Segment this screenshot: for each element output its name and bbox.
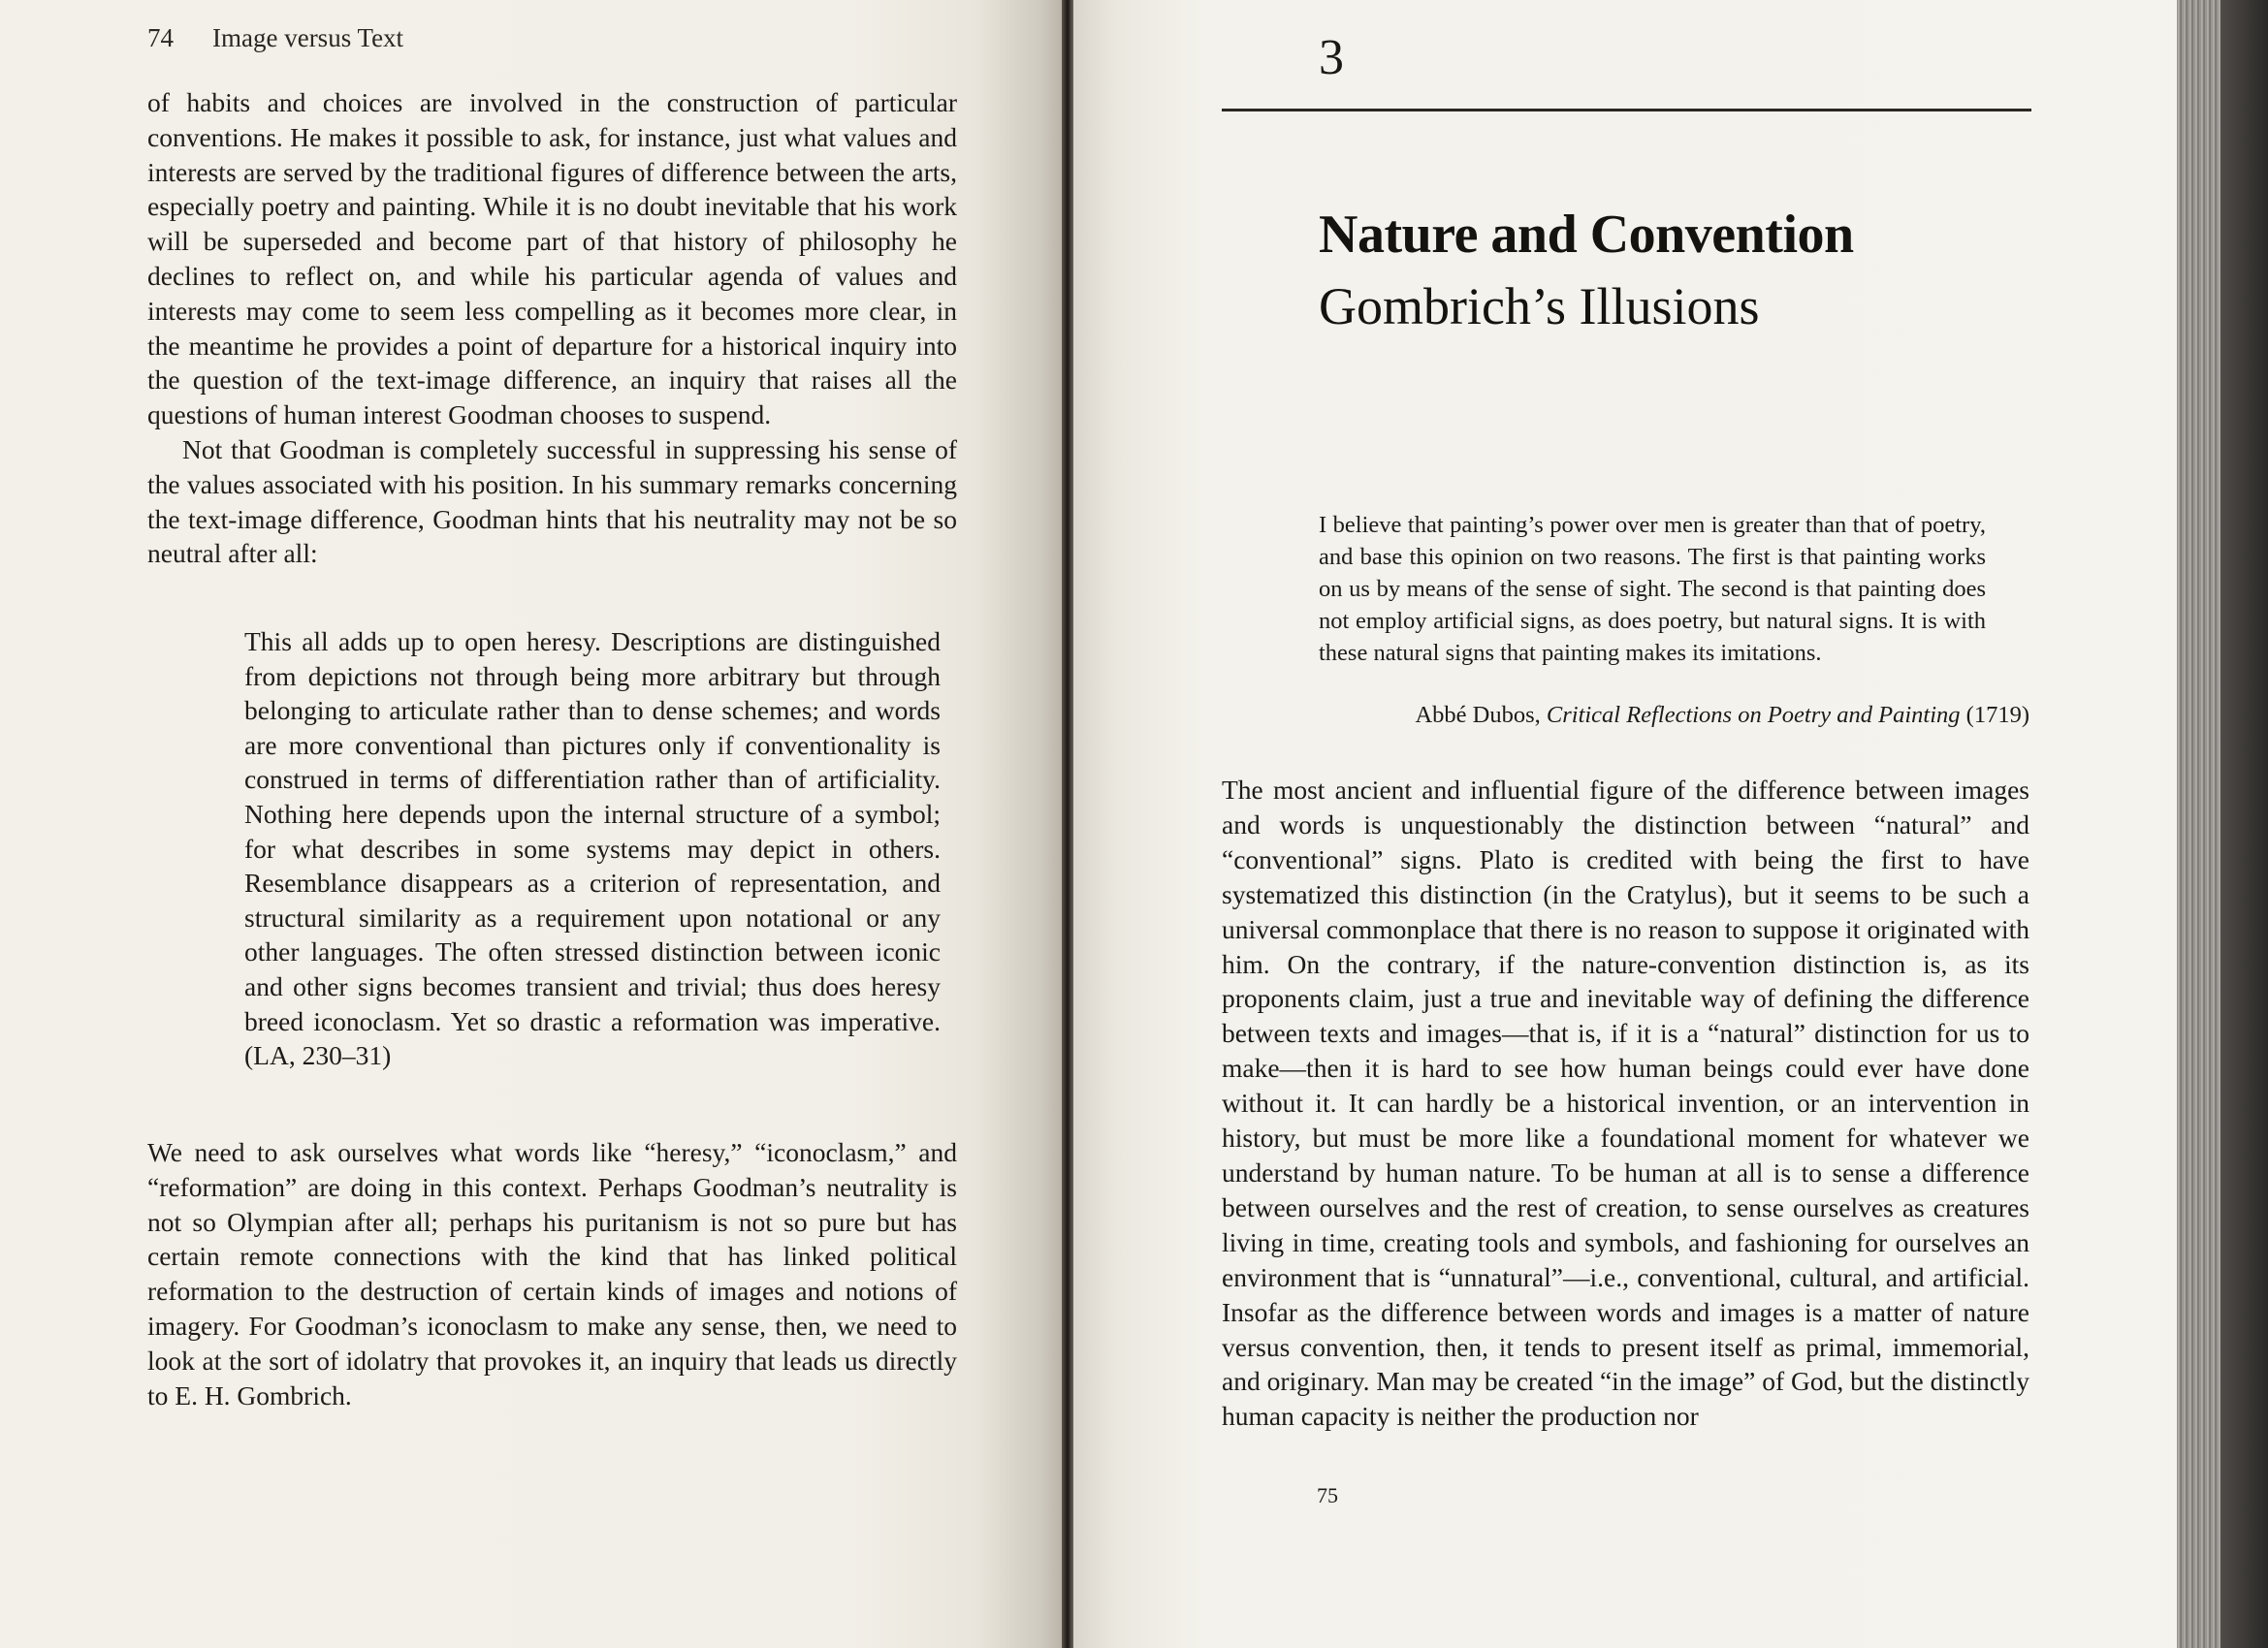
epigraph-attribution bbox=[1319, 702, 2029, 729]
running-head bbox=[147, 23, 403, 53]
left-body-bottom bbox=[147, 1135, 957, 1412]
left-paragraph-1: of habits and choices are involved in the construction of particular conventions. He makes it possible to ask, for instance, just what values and interests are served by the traditional figures of difference between the arts, especially poetry and painting. While it is no doubt inevitable that his work will be superseded and become part of that history of philosophy he declines to reflect on, and while his particular agenda of values and interests may come to seem less compelling as it becomes more clear, in the meantime he provides a point of departure for a historical inquiry into the question of the text-image difference, an inquiry that raises all the questions of human interest Goodman chooses to suspend. bbox=[147, 87, 957, 430]
block-quote: This all adds up to open heresy. Descriptions are distinguished from depictions not through being more arbitrary but through belonging to articulate rather than to dense schemes; and words are more conventional than pictures only if conventionality is construed in terms of differentiation rather than of artificiality. Nothing here depends upon the internal structure of a symbol; for what describes in some systems may depict in others. Resemblance disappears as a criterion of representation, and structural similarity as a requirement upon notational or any other languages. The often stressed distinction between iconic and other signs becomes transient and trivial; thus does heresy breed iconoclasm. Yet so drastic a reformation was imperative. (LA, 230–31) bbox=[244, 626, 941, 1071]
right-page-number: 75 bbox=[1317, 1483, 1338, 1507]
epigraph-author: Abbé Dubos, bbox=[1415, 702, 1547, 728]
chapter-subtitle: Gombrich’s Illusions bbox=[1319, 277, 1760, 335]
chapter-number: 3 bbox=[1319, 30, 1344, 85]
book-cover-edge bbox=[2220, 0, 2268, 1648]
epigraph-work: Critical Reflections on Poetry and Painting bbox=[1546, 702, 1961, 728]
right-body: The most ancient and influential figure of the difference between images and words is unquestionably the distinction between “natural” and “conventional” signs. Plato is credited with being the first to have systematized this distinction (in the Cratylus), but it seems to be such a universal commonplace that there is no reason to suppose it originated with him. On the contrary, if the nature-convention distinction is, as its proponents claim, just a true and inevitable way of defining the difference between texts and images—that is, if it is a “natural” distinction for us to make—then it is hard to see how human beings could ever have done without it. It can hardly be a historical invention, or an intervention in history, but must be more like a foundational moment for whatever we understand by human nature. To be human at all is to sense a difference between ourselves and the rest of creation, to sense ourselves as creatures living in time, creating tools and symbols, and fashioning for ourselves an environment that is “unnatural”—i.e., conventional, cultural, and artificial. Insofar as the difference between words and images is a matter of nature versus convention, then, it tends to present itself as primal, immemorial, and originary. Man may be created “in the image” of God, but the distinctly human capacity is neither the production nor bbox=[1222, 775, 2029, 1432]
running-head-title: Image versus Text bbox=[212, 23, 404, 52]
chapter-rule bbox=[1222, 109, 2031, 111]
chapter-title: Nature and Convention bbox=[1319, 205, 1854, 265]
epigraph-year: (1719) bbox=[1960, 702, 2029, 728]
left-page-number: 74 bbox=[147, 23, 174, 52]
epigraph: I believe that painting’s power over men is greater than that of poetry, and base this opinion on two reasons. The first is that painting works on us by means of the sense of sight. The second is that painting does not employ artificial signs, as does poetry, but natural signs. It is with these natural signs that painting makes its imitations. bbox=[1319, 512, 1986, 666]
book-gutter bbox=[1062, 0, 1073, 1648]
left-page bbox=[0, 0, 1062, 1648]
left-body-top bbox=[147, 85, 957, 571]
left-paragraph-2: Not that Goodman is completely successful in suppressing his sense of the values associated with his position. In his summary remarks concerning the text-image difference, Goodman hints that his neutrality may not be so neutral after all: bbox=[147, 433, 957, 569]
left-paragraph-3: We need to ask ourselves what words like “heresy,” “iconoclasm,” and “reformation” are doing in this context. Perhaps Goodman’s neutrality is not so Olympian after all; perhaps his puritanism is not so pure but has certain remote connections with the kind that has linked political reformation to the destruction of certain kinds of images and notions of imagery. For Goodman’s iconoclasm to make any sense, then, we need to look at the sort of idolatry that provokes it, an inquiry that leads us directly to E. H. Gombrich. bbox=[147, 1137, 957, 1410]
